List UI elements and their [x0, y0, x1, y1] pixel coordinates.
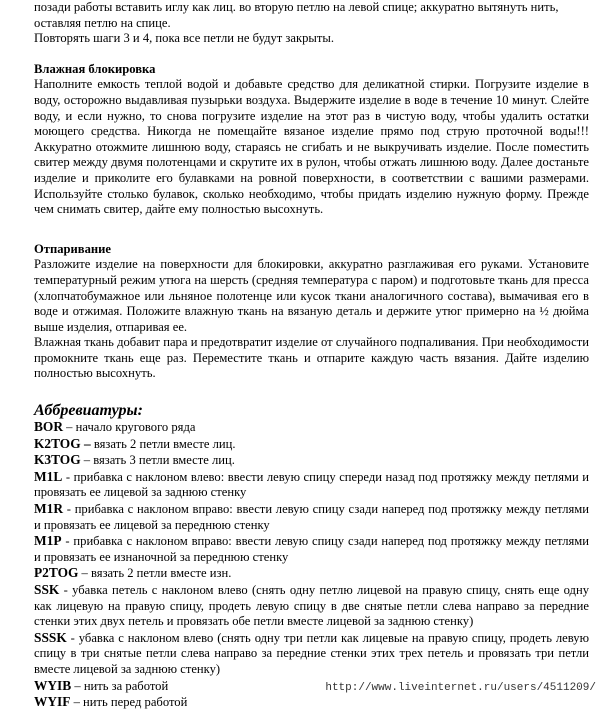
abbreviations-list [34, 419, 589, 711]
intro-line-1: позади работы вставить иглу как лиц. во вторую петлю на левой спице; аккуратно вытянуть нить, [34, 0, 559, 14]
abbreviation-item [34, 582, 589, 630]
abbreviation-desc: – вязать 2 петли вместе изн. [78, 566, 232, 581]
steaming-title: Отпаривание [34, 241, 111, 256]
abbreviations-heading: Аббревиатуры: [34, 402, 143, 420]
steaming-text-1: Разложите изделие на поверхности для блокировки, аккуратно разглаживая его руками. Установите температурный режим утюга на шерсть (средняя температура с паром) и подготовьте ткань для пресса (хлопчатобумажное или льняное полотенце или кусок ткани аналогичного состава), вымачивая его в воде и отжимая. Положите влажную ткань на вязаную деталь и держите утюг примерно на ½ дюйма выше изделия, отпаривая ее. [34, 257, 589, 334]
abbreviation-term: BOR [34, 419, 64, 435]
steaming-text-2: Влажная ткань добавит пара и предотвратит изделие от случайного подпаливания. При необходимости промокните ткань еще раз. Переместите ткань и отпарите каждую часть вязания. Дайте изделию полностью высохнуть. [34, 335, 589, 381]
abbreviation-item [34, 565, 589, 582]
abbreviation-desc: – нить перед работой [70, 695, 188, 710]
intro-line-2: оставляя петлю на спице. [34, 15, 171, 30]
blocking-title: Влажная блокировка [34, 61, 156, 76]
abbreviation-term: WYIF [34, 694, 71, 710]
source-url-watermark: http://www.liveinternet.ru/users/4511209/ [325, 682, 596, 694]
abbreviation-desc: - прибавка с наклоном вправо: ввести левую спицу сзади наперед под протяжку между петлями и провязать ее лицевой за переднюю стенку [34, 502, 589, 532]
abbreviation-term: WYIB [34, 677, 72, 693]
abbreviation-item [34, 694, 589, 711]
abbreviation-term: M1P [34, 533, 62, 549]
spacer [34, 218, 589, 242]
abbreviation-term: SSSK [34, 629, 67, 645]
abbreviation-item [34, 630, 589, 678]
blocking-text: Наполните емкость теплой водой и добавьте средство для деликатной стирки. Погрузите изделие в воду, осторожно выдавливая пузырьки воздуха. Выдержите изделие в воде в течение 10 минут. Слейте воду, и если нужно, то снова погрузите изделие на этот раз в чистую воду, чтобы удалить остатки моющего средства. Никогда не помещайте вязаное изделие прямо под струю проточной воды!!! Аккуратно отожмите лишнюю воду, стараясь не сгибать и не выкручивать изделие. После поместить свитер между двумя полотенцами и скрутите их в рулон, чтобы отжать лишнюю воду. Далее достаньте изделие и приколите его булавками на ровной поверхности, в соответствии с вашими размерами. Используйте столько булавок, сколько необходимо, чтобы придать изделию нужную форму. Прежде чем снимать свитер, дайте ему полностью высохнуть. [34, 77, 589, 217]
abbreviation-item [34, 469, 589, 501]
intro-line-3: Повторять шаги 3 и 4, пока все петли не будут закрыты. [34, 31, 334, 46]
abbreviation-term: M1L [34, 468, 63, 484]
spacer [34, 382, 589, 402]
abbreviation-desc: - убавка петель с наклоном влево (снять одну петлю лицевой на правую спицу, снять еще одну как лицевую на правую спицу, продеть левую спицу в две снятые петли слева направо за передние стенки этих двух петель и провязать обе петли вместе лицевой за заднюю стенку) [34, 583, 589, 629]
abbreviation-term: SSK [34, 582, 60, 597]
abbreviation-item [34, 436, 589, 453]
abbreviation-item [34, 533, 589, 565]
abbreviation-term: K2TOG – [34, 435, 91, 451]
abbreviation-desc: – нить за работой [71, 678, 169, 693]
abbreviation-desc: – вязать 3 петли вместе лиц. [80, 453, 235, 468]
abbreviation-term: M1R [34, 501, 64, 517]
abbreviation-desc: вязать 2 петли вместе лиц. [90, 436, 236, 451]
abbreviation-desc: - прибавка с наклоном влево: ввести левую спицу спереди назад под протяжку между петлями и провязать ее лицевой за заднюю стенку [34, 469, 589, 500]
abbreviation-item [34, 419, 589, 436]
abbreviation-desc: – начало кругового ряда [63, 420, 196, 435]
document-page [34, 0, 589, 711]
abbreviation-term: K3TOG [34, 452, 81, 468]
abbreviation-item [34, 452, 589, 469]
abbreviation-item [34, 501, 589, 533]
abbreviation-term: P2TOG [34, 565, 79, 581]
abbreviation-desc: - прибавка с наклоном вправо: ввести левую спицу сзади наперед под протяжку между петлями и провязать ее изнаночной за переднюю стенку [34, 534, 589, 564]
spacer [34, 47, 589, 62]
abbreviation-desc: - убавка с наклоном влево (снять одну три петли как лицевые на правую спицу, продеть левую спицу в три снятые петли слева направо за передние стенки этих трех петель и провязать три петли вместе лицевой за заднюю стенку) [34, 630, 589, 676]
